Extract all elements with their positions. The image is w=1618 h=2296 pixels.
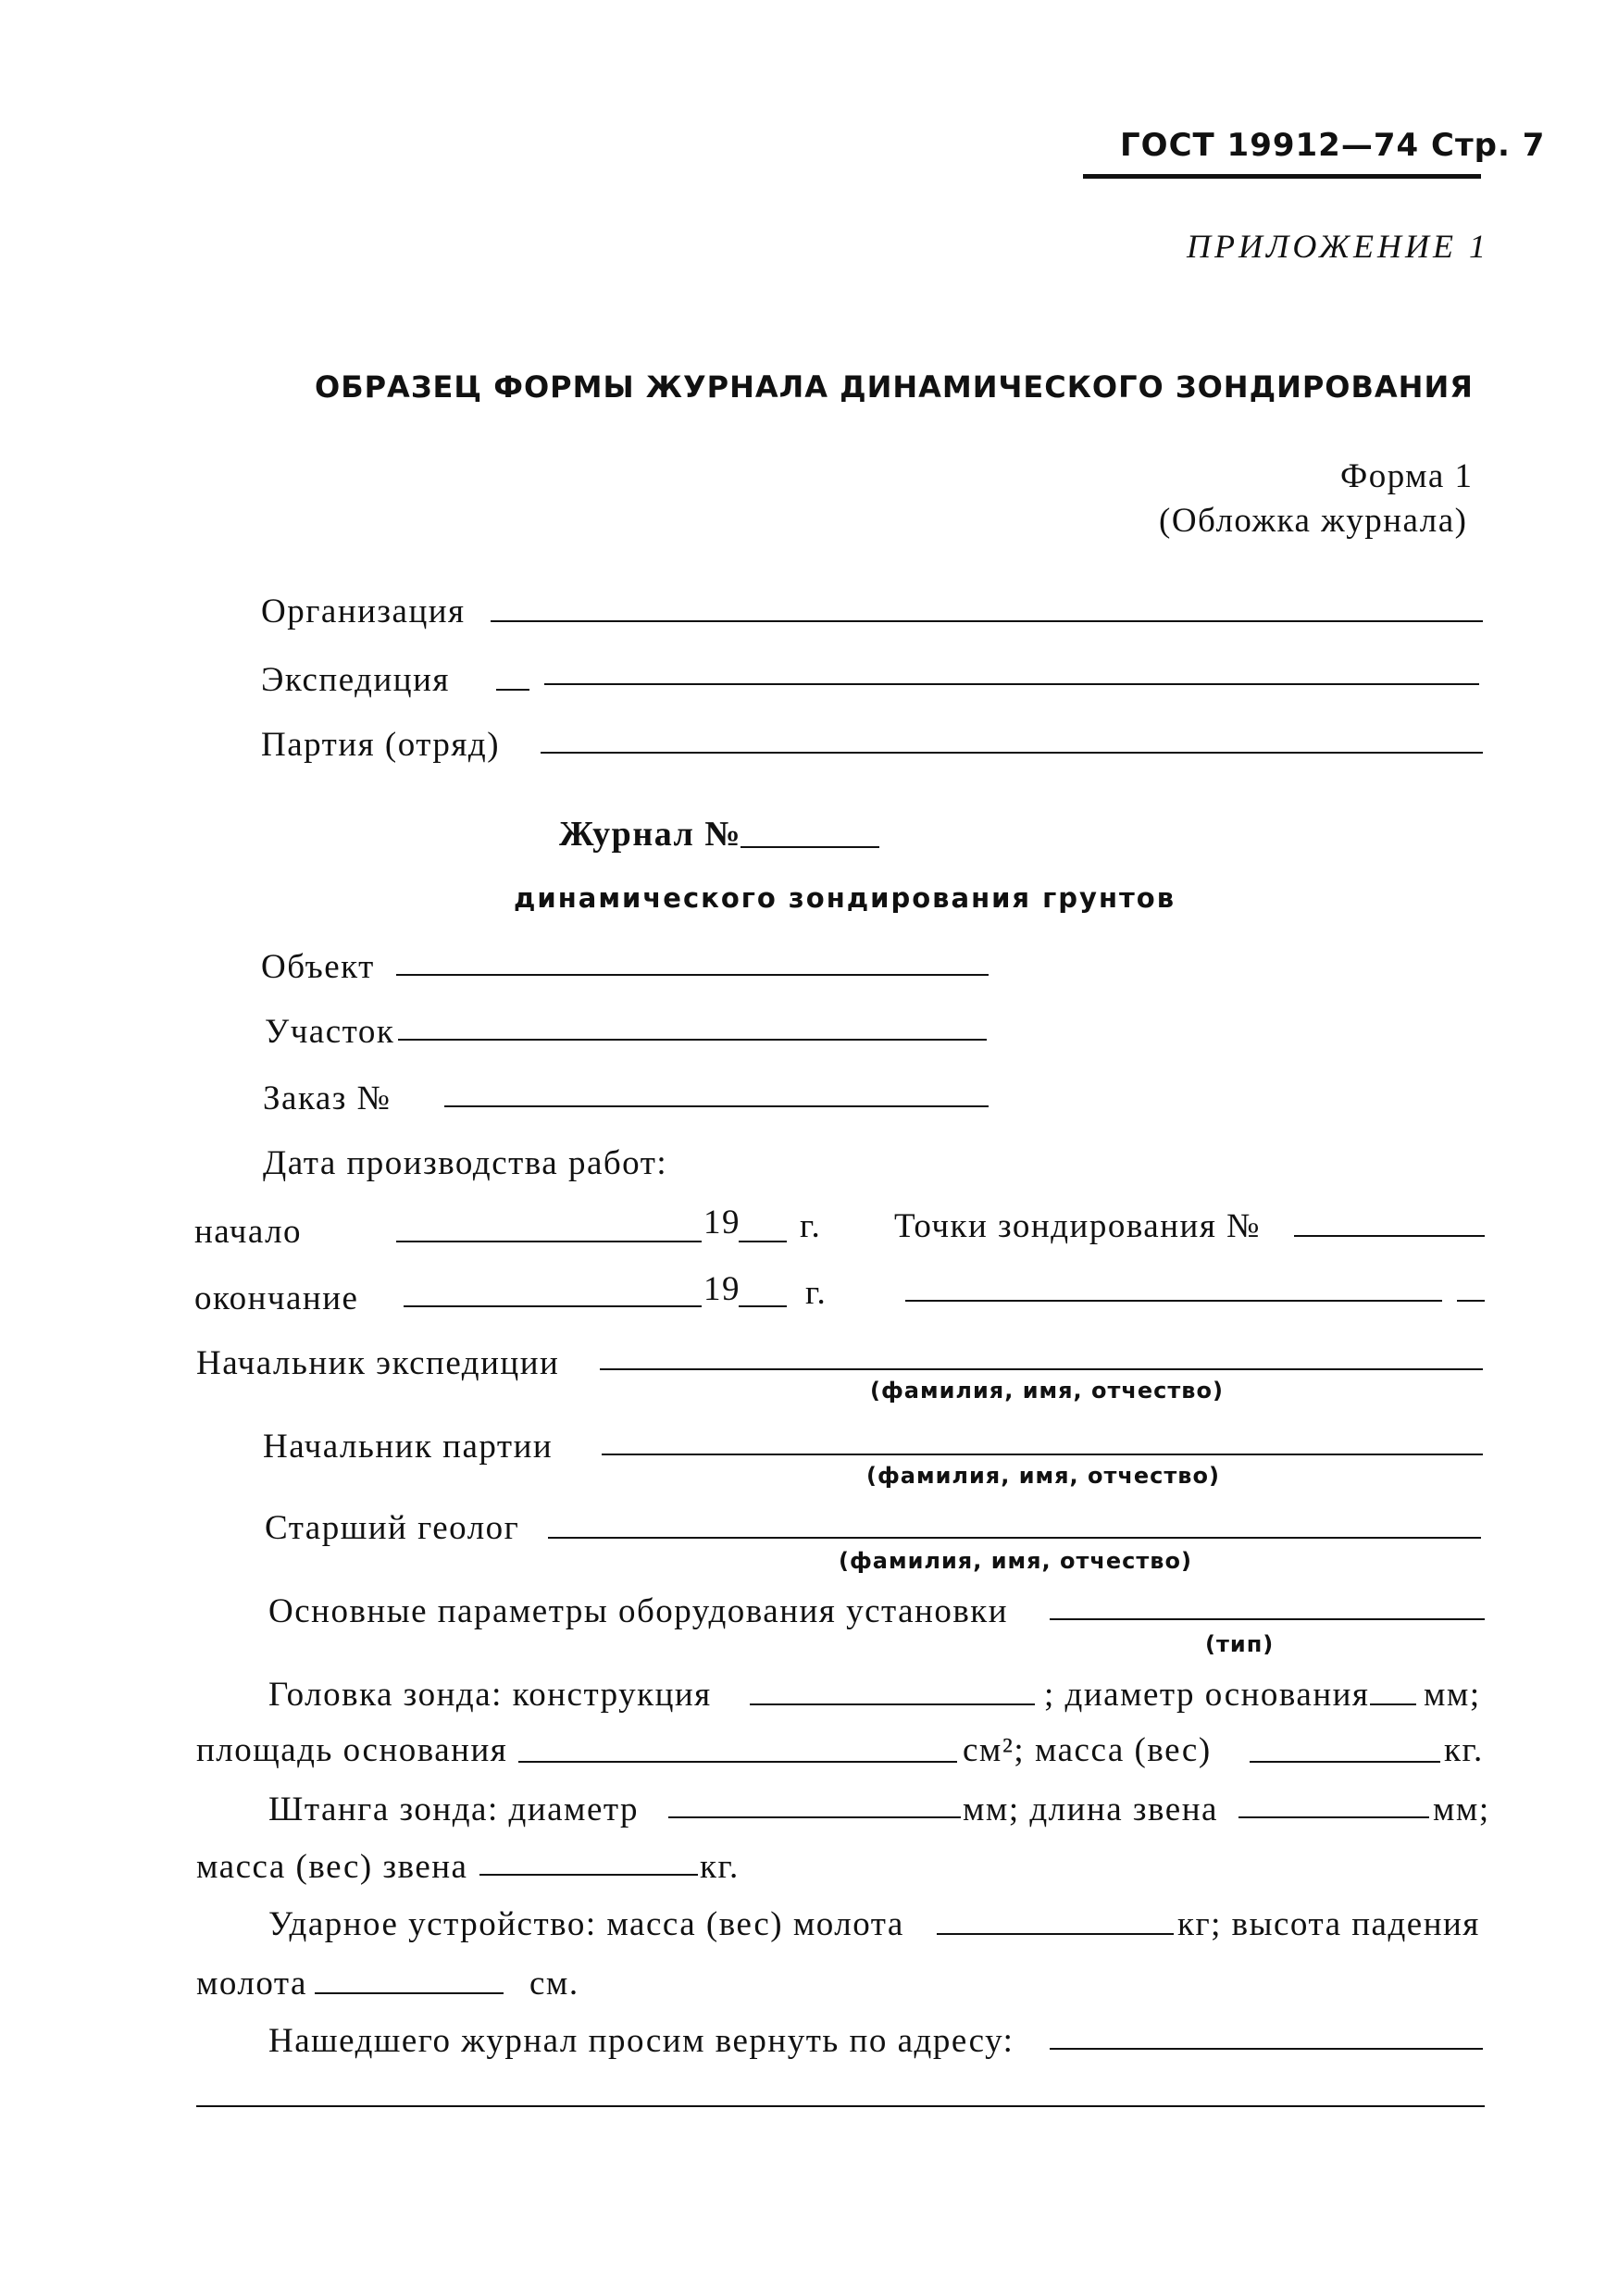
end-year-field[interactable] xyxy=(739,1305,787,1307)
end-year-prefix: 19 xyxy=(703,1270,741,1308)
link-length-field[interactable] xyxy=(1238,1816,1429,1818)
rod-diameter-unit-and-link-length-label: мм; длина звена xyxy=(963,1791,1218,1828)
section-field[interactable] xyxy=(398,1039,987,1041)
points-number-field[interactable] xyxy=(1294,1235,1485,1237)
order-number-label: Заказ № xyxy=(263,1079,392,1117)
drop-height-unit: см. xyxy=(529,1965,579,2003)
journal-subtitle: динамического зондирования грунтов xyxy=(514,882,1176,914)
party-label: Партия (отряд) xyxy=(261,726,501,764)
organization-label: Организация xyxy=(261,593,466,630)
senior-geologist-field[interactable] xyxy=(548,1537,1481,1539)
party-head-label: Начальник партии xyxy=(263,1428,554,1466)
expedition-field[interactable] xyxy=(544,683,1479,685)
probe-head-construction-field[interactable] xyxy=(750,1703,1035,1705)
base-diameter-unit: мм; xyxy=(1424,1676,1481,1714)
points-number-continuation[interactable] xyxy=(905,1300,1442,1302)
link-mass-label: масса (вес) звена xyxy=(196,1848,468,1886)
party-field[interactable] xyxy=(541,752,1483,754)
equipment-type-field[interactable] xyxy=(1050,1618,1485,1620)
page-title: ОБРАЗЕЦ ФОРМЫ ЖУРНАЛА ДИНАМИЧЕСКОГО ЗОНДИРОВАНИЯ xyxy=(315,369,1474,405)
journal-number-label: Журнал № xyxy=(559,815,742,854)
return-address-field[interactable] xyxy=(1050,2048,1483,2050)
link-length-unit: мм; xyxy=(1433,1791,1490,1828)
order-number-field[interactable] xyxy=(444,1105,989,1107)
start-year-suffix: г. xyxy=(800,1207,822,1245)
points-number-continuation-dash xyxy=(1457,1300,1485,1302)
start-year-prefix: 19 xyxy=(703,1204,741,1242)
work-dates-label: Дата производства работ: xyxy=(263,1144,668,1182)
return-address-label: Нашедшего журнал просим вернуть по адресу: xyxy=(268,2022,1014,2060)
form-number: Форма 1 xyxy=(1340,457,1474,495)
return-address-field-continuation[interactable] xyxy=(196,2105,1485,2107)
rod-diameter-label: Штанга зонда: диаметр xyxy=(268,1791,640,1828)
probe-head-label: Головка зонда: конструкция xyxy=(268,1676,712,1714)
start-date-field[interactable] xyxy=(396,1241,702,1242)
party-head-field[interactable] xyxy=(602,1454,1483,1455)
drop-height-field[interactable] xyxy=(315,1992,504,1994)
link-mass-field[interactable] xyxy=(479,1874,698,1876)
header-rule xyxy=(1083,174,1481,179)
hammer-mass-unit-and-drop-height-label: кг; высота падения xyxy=(1177,1905,1480,1943)
equipment-type-caption: (тип) xyxy=(1205,1631,1275,1657)
journal-number-field[interactable] xyxy=(741,846,879,848)
base-area-label: площадь основания xyxy=(196,1731,508,1769)
object-label: Объект xyxy=(261,948,375,986)
expedition-head-field[interactable] xyxy=(600,1368,1483,1370)
expedition-head-caption: (фамилия, имя, отчество) xyxy=(870,1378,1224,1404)
document-reference: ГОСТ 19912—74 Стр. 7 xyxy=(1120,127,1546,164)
end-label: окончание xyxy=(194,1279,359,1317)
party-head-caption: (фамилия, имя, отчество) xyxy=(866,1463,1220,1489)
hammer-mass-field[interactable] xyxy=(937,1933,1174,1935)
rod-diameter-field[interactable] xyxy=(668,1816,961,1818)
appendix-label: ПРИЛОЖЕНИЕ 1 xyxy=(1187,228,1489,265)
probe-mass-field[interactable] xyxy=(1250,1761,1440,1763)
senior-geologist-label: Старший геолог xyxy=(265,1509,520,1547)
expedition-field-prefix[interactable] xyxy=(496,689,529,691)
probe-mass-unit: кг. xyxy=(1444,1731,1484,1769)
hammer-label: молота xyxy=(196,1965,307,2003)
points-number-label: Точки зондирования № xyxy=(894,1207,1261,1245)
expedition-label: Экспедиция xyxy=(261,661,450,699)
impact-device-label: Ударное устройство: масса (вес) молота xyxy=(268,1905,904,1943)
form-subtitle: (Обложка журнала) xyxy=(1159,502,1468,540)
base-area-field[interactable] xyxy=(518,1761,957,1763)
expedition-head-label: Начальник экспедиции xyxy=(196,1344,560,1382)
senior-geologist-caption: (фамилия, имя, отчество) xyxy=(839,1548,1192,1574)
base-area-unit-and-mass-label: см²; масса (вес) xyxy=(963,1731,1212,1769)
base-diameter-label: ; диаметр основания xyxy=(1044,1676,1370,1714)
link-mass-unit: кг. xyxy=(700,1848,740,1886)
end-year-suffix: г. xyxy=(805,1274,828,1312)
equipment-params-label: Основные параметры оборудования установки xyxy=(268,1592,1009,1630)
end-date-field[interactable] xyxy=(404,1305,702,1307)
object-field[interactable] xyxy=(396,974,989,976)
organization-field[interactable] xyxy=(491,620,1483,622)
section-label: Участок xyxy=(265,1013,395,1051)
start-label: начало xyxy=(194,1213,303,1251)
base-diameter-field[interactable] xyxy=(1370,1703,1416,1705)
start-year-field[interactable] xyxy=(739,1241,787,1242)
